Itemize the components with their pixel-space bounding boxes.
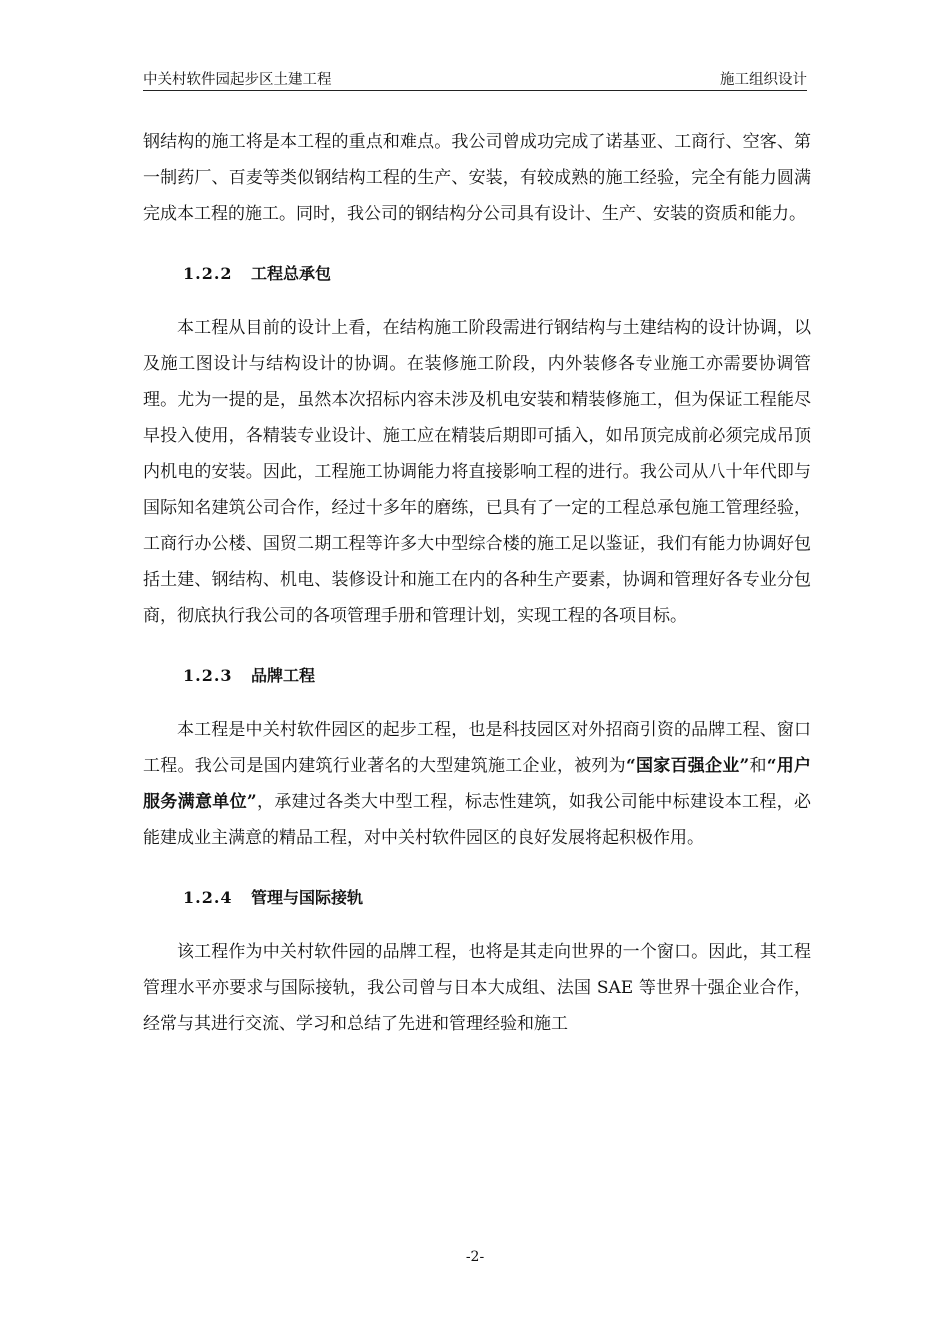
- section-heading-1-2-4: [143, 880, 811, 916]
- section-number: 1.2.2: [183, 264, 233, 283]
- bold-phrase-national-top100: “国家百强企业”: [625, 756, 750, 776]
- section-heading-1-2-2: [143, 256, 811, 292]
- paragraph-text: ，承建过各类大中型工程，标志性建筑，如我公司能中标建设本工程，必能建成业主满意的精品工程，对中关村软件园区的良好发展将起积极作用。: [143, 792, 812, 848]
- section-number: 1.2.3: [183, 666, 233, 685]
- section-paragraph-1-2-3: [143, 712, 811, 856]
- section-title: 工程总承包: [251, 264, 332, 283]
- page-header: [143, 66, 807, 91]
- section-heading-1-2-3: [143, 658, 811, 694]
- paragraph-text: 本工程是中关村软件园区的起步工程，也是科技园区对外招商引资的品牌工程、窗口工程。我公司是国内建筑行业著名的大型建筑施工企业，被列为: [143, 720, 811, 776]
- section-title: 品牌工程: [251, 666, 316, 685]
- page-number: -2-: [465, 1249, 485, 1265]
- section-title: 管理与国际接轨: [251, 888, 364, 907]
- bold-phrase-customer-satisfaction: “用户服务满意单位”: [143, 756, 812, 812]
- section-paragraph-1-2-4: 该工程作为中关村软件园的品牌工程，也将是其走向世界的一个窗口。因此，其工程管理水平亦要求与国际接轨，我公司曾与日本大成组、法国 SAE 等世界十强企业合作，经常与其进行交流、学习和总结了先进和管理经验和施工: [143, 942, 811, 1034]
- header-project-title: 中关村软件园起步区土建工程: [143, 72, 332, 88]
- page-content: [143, 124, 811, 1042]
- section-number: 1.2.4: [183, 888, 233, 907]
- paragraph-text: 和: [749, 756, 767, 776]
- intro-paragraph: 钢结构的施工将是本工程的重点和难点。我公司曾成功完成了诺基亚、工商行、空客、第一制药厂、百麦等类似钢结构工程的生产、安装，有较成熟的施工经验，完全有能力圆满完成本工程的施工。同时，我公司的钢结构分公司具有设计、生产、安装的资质和能力。: [143, 132, 811, 224]
- section-paragraph-1-2-2: 本工程从目前的设计上看，在结构施工阶段需进行钢结构与土建结构的设计协调，以及施工图设计与结构设计的协调。在装修施工阶段，内外装修各专业施工亦需要协调管理。尤为一提的是，虽然本次招标内容未涉及机电安装和精装修施工，但为保证工程能尽早投入使用，各精装专业设计、施工应在精装后期即可插入，如吊顶完成前必须完成吊顶内机电的安装。因此，工程施工协调能力将直接影响工程的进行。我公司从八十年代即与国际知名建筑公司合作，经过十多年的磨练，已具有了一定的工程总承包施工管理经验，工商行办公楼、国贸二期工程等许多大中型综合楼的施工足以鉴证，我们有能力协调好包括土建、钢结构、机电、装修设计和施工在内的各种生产要素，协调和管理好各专业分包商，彻底执行我公司的各项管理手册和管理计划，实现工程的各项目标。: [143, 318, 811, 626]
- header-document-type: 施工组织设计: [720, 72, 807, 88]
